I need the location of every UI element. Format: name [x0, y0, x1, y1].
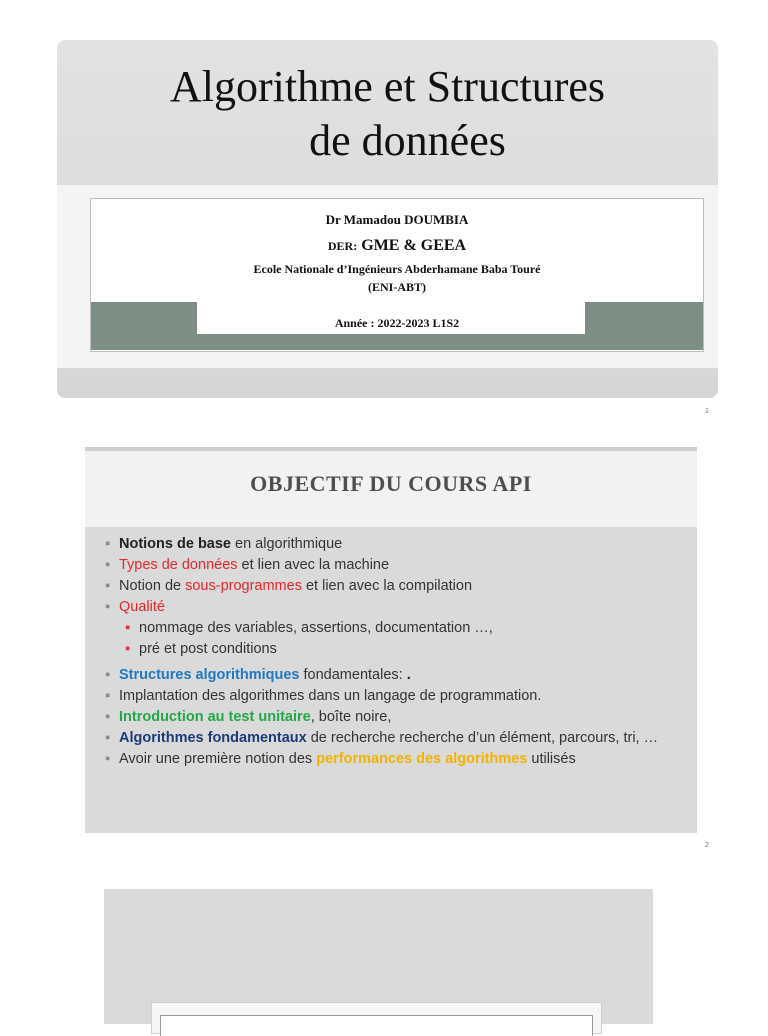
author-name: Dr Mamadou DOUMBIA — [325, 212, 469, 227]
list-item: ▪ Notions de base en algorithmique — [105, 536, 343, 552]
slide-2 — [85, 447, 697, 833]
list-item: ▪ Qualité — [105, 599, 165, 615]
list-item: ▪ Implantation des algorithmes dans un langage de programmation. — [105, 688, 542, 704]
page-number-1: 1 — [705, 408, 709, 415]
slide-3-inner-frame — [160, 1015, 593, 1036]
title-line-2: de données — [309, 116, 506, 165]
department — [91, 237, 703, 255]
list-subitem: ▪ pré et post conditions — [125, 641, 277, 657]
slide-1 — [57, 40, 718, 398]
list-item: ▪ Structures algorithmiques fondamentales: . — [105, 667, 411, 683]
objectives-list — [105, 535, 695, 771]
bullet-icon: ▪ — [105, 751, 111, 767]
list-subitem: ▪ nommage des variables, assertions, documentation …, — [125, 620, 493, 636]
bullet-icon: ▪ — [125, 641, 131, 657]
list-item: ▪ Avoir une première notion des performances des algorithmes utilisés — [105, 751, 576, 767]
der-label: DER: — [327, 239, 358, 253]
bullet-icon: ▪ — [105, 688, 111, 704]
slide-2-title: OBJECTIF DU COURS API — [250, 471, 532, 496]
list-item: ▪ Types de données et lien avec la machine — [105, 557, 390, 573]
slide-1-title — [57, 60, 718, 168]
bullet-icon: ▪ — [105, 709, 111, 725]
bullet-icon: ▪ — [105, 578, 111, 594]
bullet-icon: ▪ — [105, 667, 111, 683]
school-name: Ecole Nationale d’Ingénieurs Abderhamane Baba Touré — [253, 262, 541, 276]
list-item: ▪ Introduction au test unitaire, boîte noire, — [105, 709, 392, 725]
der-value: GME & GEEA — [361, 237, 467, 254]
list-item: ▪ Algorithmes fondamentaux de recherche recherche d’un élément, parcours, tri, … — [105, 730, 659, 746]
bullet-icon: ▪ — [105, 730, 111, 746]
bullet-icon: ▪ — [105, 557, 111, 573]
school-abbr: (ENI-ABT) — [367, 280, 426, 294]
slide-3 — [104, 889, 653, 1024]
bullet-icon: ▪ — [105, 599, 111, 615]
list-item: ▪ Notion de sous-programmes et lien avec la compilation — [105, 578, 473, 594]
title-line-1: Algorithme et Structures — [169, 62, 605, 111]
bullet-icon: ▪ — [125, 620, 131, 636]
bullet-icon: ▪ — [105, 536, 111, 552]
page-number-2: 2 — [705, 842, 709, 849]
academic-year: Année : 2022-2023 L1S2 — [334, 316, 460, 330]
slide-3-box — [151, 1002, 602, 1034]
